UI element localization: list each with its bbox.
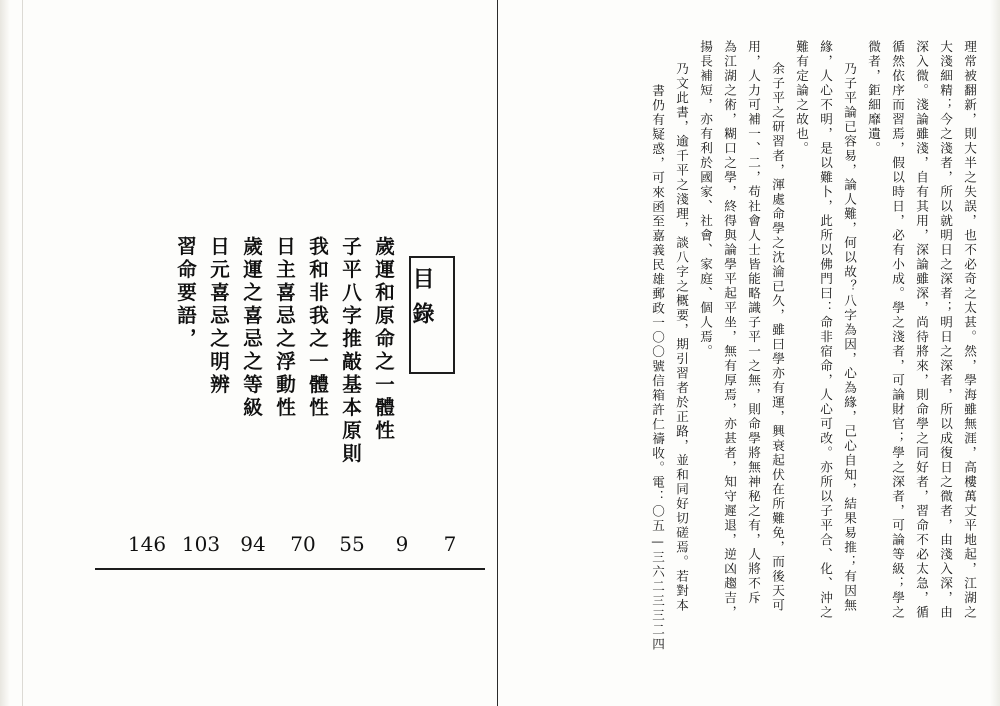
text-column: 微者，鉅細靡遺。 (866, 40, 881, 156)
toc-page-number: 70 (290, 532, 316, 556)
scan-edge-right (990, 0, 1000, 706)
text-column: 緣，人心不明，是以難卜，此所以佛門曰：命非宿命，人心可改。亦所以子平合、化、沖之 (818, 40, 833, 620)
text-column: 乃子平論已容易，論人難，何以故？八字為因，心為緣，己心自知，結果易推；有因無 (842, 62, 857, 613)
page-edge-shadow (22, 0, 23, 706)
toc-entry-label[interactable]: 日主喜忌之浮動性 (273, 236, 296, 420)
toc-entry-label[interactable]: 習命要語， (174, 236, 197, 351)
scan-edge-left (0, 0, 10, 706)
text-column: 循然依序而習焉，假以時日，必有小成。學之淺者，可論財官；學之深者，可論等級；學之 (890, 40, 905, 620)
body-text-columns (520, 40, 977, 652)
text-column: 大淺細精；今之淺者，所以就明日之深者；明日之深者，所以成復日之微者，由淺入深，由 (938, 40, 953, 620)
text-column: 余子平之研習者，渾處命學之沈淪已久，雖曰學亦有運，興衰起伏在所難免，而後天可 (770, 62, 785, 613)
table-of-contents (95, 236, 455, 596)
text-column: 深入微。淺論雖淺，自有其用，深論雖深，尚待將來，則命學之同好者，習命不必太急，循 (914, 40, 929, 620)
toc-entry-label[interactable]: 子平八字推敲基本原則 (339, 236, 362, 466)
toc-title: 目錄 (409, 267, 435, 337)
toc-entry-label[interactable]: 歲運和原命之一體性 (372, 236, 395, 443)
toc-bottom-rule (95, 568, 485, 570)
text-column: 為江湖之術，糊口之學，終得與論學平起平坐，無有厚焉，亦甚者，知守遲退，逆凶趨吉， (722, 40, 737, 620)
text-column: 乃文此書，逾千平之淺理，談八字之概要，期引習者於正路，並和同好切磋焉。若對本 (674, 62, 689, 613)
toc-entry-label[interactable]: 我和非我之一體性 (306, 236, 329, 420)
text-column: 揚長補短，亦有利於國家、社會、家庭、個人焉。 (698, 40, 713, 359)
toc-page-number: 94 (240, 532, 266, 556)
toc-page-number: 146 (127, 532, 167, 556)
toc-page-number: 103 (181, 532, 221, 556)
text-column: 用，人力可補一、二，苟社會人士皆能略識子平一之無，則命學將無神秘之有，人將不斥 (746, 40, 761, 606)
toc-page-numbers (95, 532, 485, 562)
toc-entry-label[interactable]: 歲運之喜忌之等級 (240, 236, 263, 420)
text-column: 難有定論之故也。 (794, 40, 809, 156)
toc-title-box (409, 256, 455, 374)
gutter-divider (497, 0, 498, 706)
text-column: 理常被翻新，則大半之失誤，也不必奇之太甚。然，學海雖無涯，高樓萬丈平地起，江湖之 (962, 40, 977, 620)
toc-entry-list (162, 236, 393, 486)
toc-page-number: 9 (395, 532, 409, 556)
toc-page-number: 55 (339, 532, 365, 556)
toc-page-number: 7 (443, 532, 457, 556)
toc-entry-label[interactable]: 日元喜忌之明辨 (207, 236, 230, 397)
text-column: 書仍有疑惑，可來函至嘉義民雄郵政一〇〇號信箱許仁禱收。電：〇五—三六二三三二四 (650, 84, 665, 652)
